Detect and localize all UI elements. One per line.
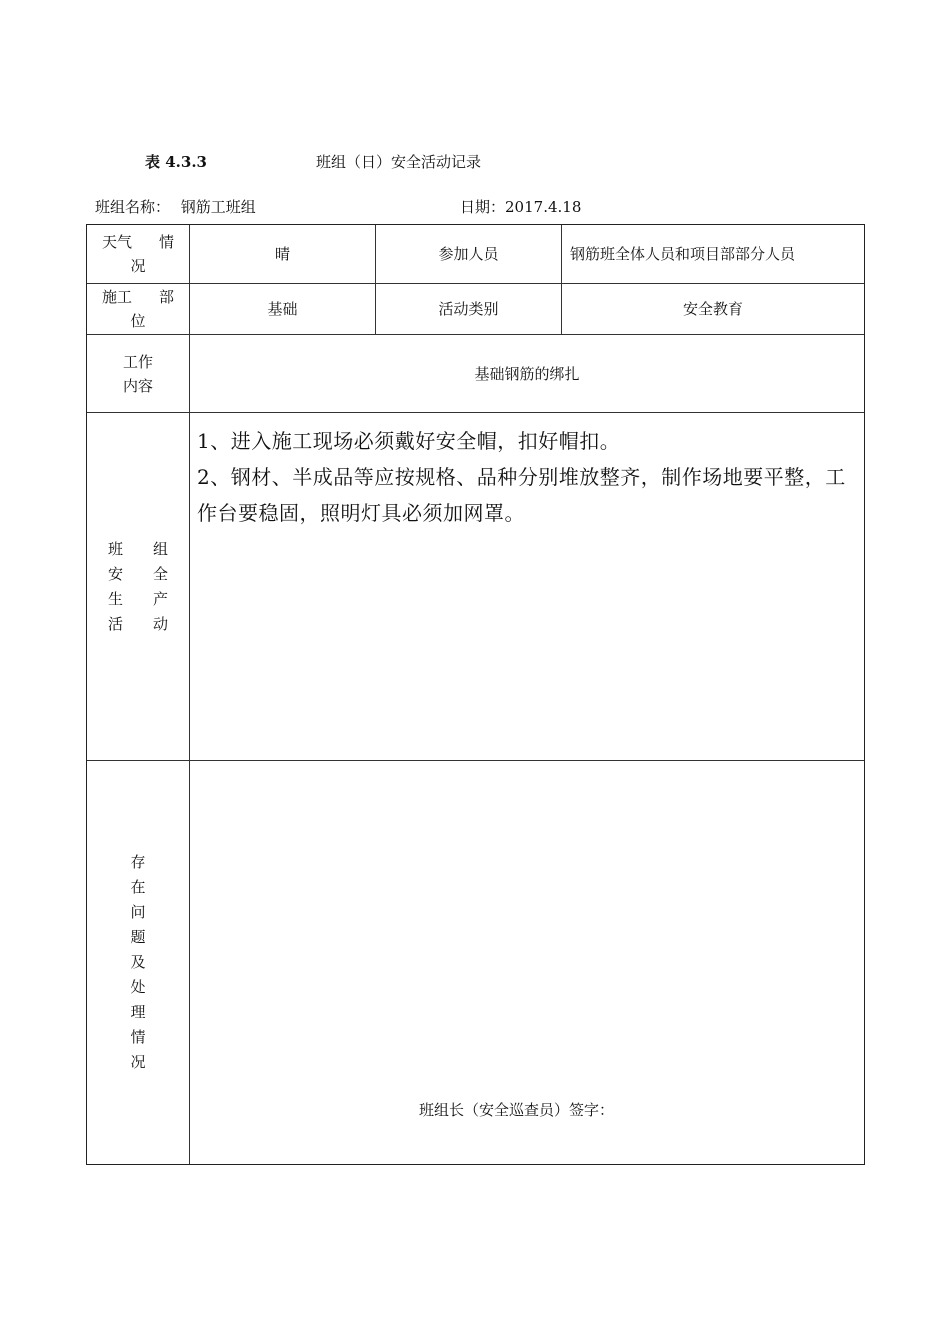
team-name-value: 钢筋工班组 [180,198,256,216]
page-title: 班组（日）安全活动记录 [316,153,482,171]
weather-label: 天气 情 况 [102,233,174,275]
weather-value: 晴 [274,245,290,263]
participants-value: 钢筋班全体人员和项目部部分人员 [570,245,796,263]
table-number: 表 4.3.3 [145,153,207,171]
safety-activity-content [197,423,857,531]
safety-item: 1、进入施工现场必须戴好安全帽，扣好帽扣。 [197,429,621,453]
location-value: 基础 [267,300,298,318]
team-name-label: 班组名称： [95,198,171,216]
date-row [460,196,581,217]
safety-item: 2、钢材、半成品等应按规格、品种分别堆放整齐，制作场地要平整，工作台要稳固，照明灯具必须加网罩。 [197,465,846,525]
date-label: 日期： [460,198,506,216]
date-value: 2017.4.18 [505,198,582,216]
work-content-value: 基础钢筋的绑扎 [474,364,580,383]
activity-type-value: 安全教育 [682,300,743,318]
row-divider [87,760,864,761]
location-label: 施工 部 位 [102,288,174,330]
work-content-label: 工作 内容 [122,352,153,395]
activity-record-table [86,224,865,1165]
participants-label: 参加人员 [438,245,499,263]
signature-label: 班组长（安全巡查员）签字： [419,1101,615,1119]
issues-label: 存 在 问 题 及 处 理 情 况 [130,853,146,1071]
row-divider [87,412,864,413]
activity-type-label: 活动类别 [438,300,499,318]
team-name-row [95,196,256,217]
safety-activity-label: 班 组 安 全 生 产 活 动 [108,539,168,633]
